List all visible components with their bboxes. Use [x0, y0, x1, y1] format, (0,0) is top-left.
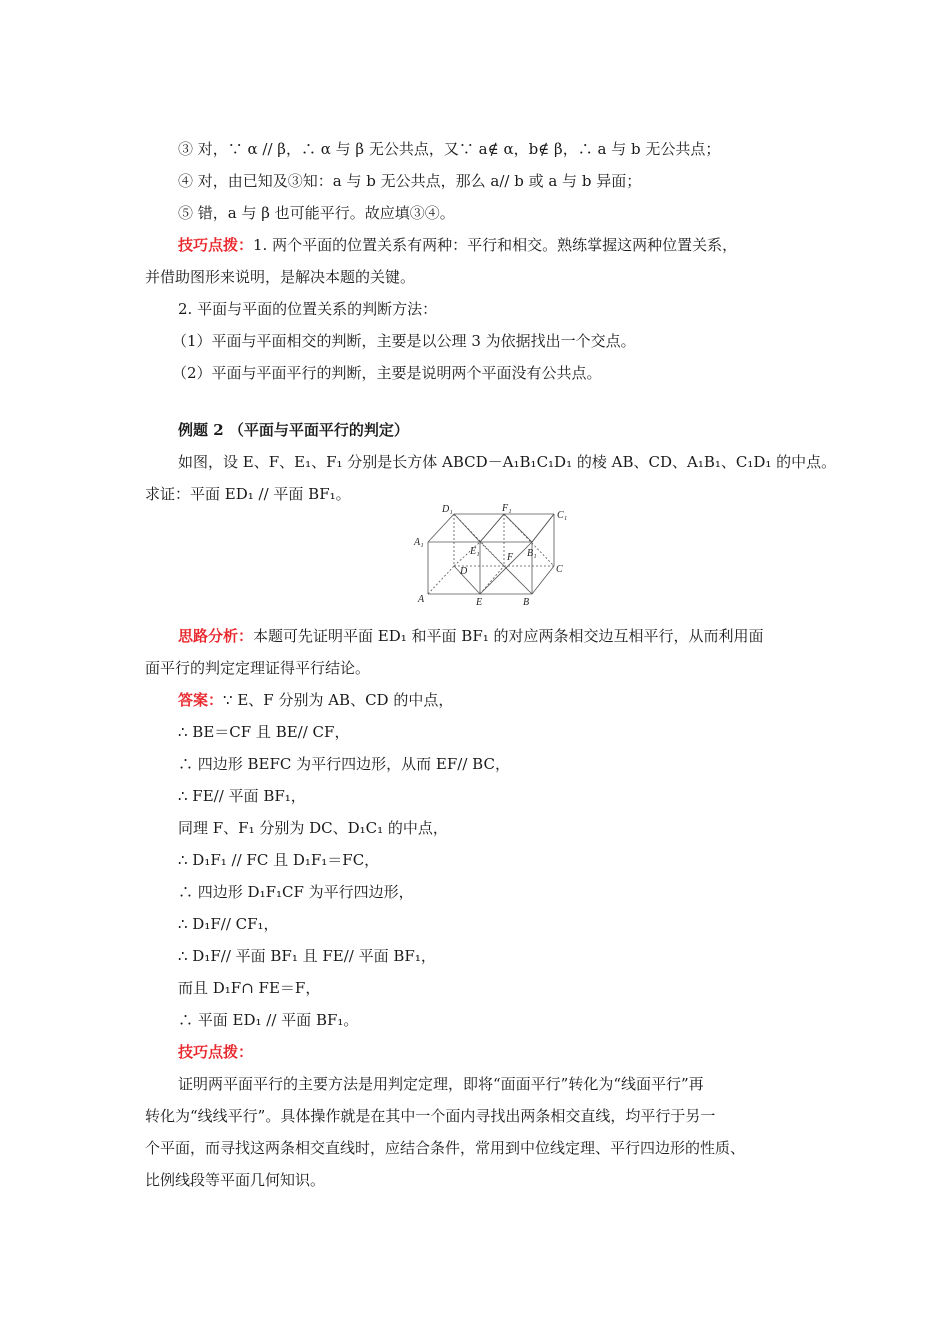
example-problem-2: 求证：平面 ED₁ // 平面 BF₁。	[145, 485, 351, 503]
answer-step: ∴ FE// 平面 BF₁，	[178, 787, 306, 805]
label-C1: C₁	[557, 510, 568, 521]
tip1-line-2: 并借助图形来说明，是解决本题的关键。	[145, 268, 416, 286]
tip2-label: 技巧点拨：	[178, 1043, 254, 1061]
label-C: C	[556, 564, 563, 575]
label-D1: D₁	[442, 504, 453, 515]
label-A: A	[418, 594, 425, 605]
analysis-text-1: 本题可先证明平面 ED₁ 和平面 BF₁ 的对应两条相交边互相平行，从而利用面	[253, 627, 764, 645]
tip1-line-1	[178, 235, 737, 255]
tip2-line: 转化为“线线平行”。具体操作就是在其中一个面内寻找出两条相交直线，均平行于另一	[145, 1107, 716, 1125]
label-F1: F₁	[502, 503, 512, 514]
label-A1: A₁	[414, 537, 424, 548]
answer-step: ∴ D₁F₁ // FC 且 D₁F₁＝FC，	[178, 851, 380, 869]
label-B: B	[523, 597, 530, 608]
analysis-line-3: ③ 对，∵ α // β，∴ α 与 β 无公共点，又∵ a∉ α，b∉ β，∴ a 与 b 无公共点；	[178, 140, 721, 158]
answer-step: ∴ D₁F// 平面 BF₁ 且 FE// 平面 BF₁，	[178, 947, 436, 965]
answer-step: ∴ D₁F// CF₁，	[178, 915, 279, 933]
analysis-line-1	[178, 626, 764, 646]
tip1-item-2: 2. 平面与平面的位置关系的判断方法：	[178, 300, 438, 318]
answer-step: ∴ 平面 ED₁ // 平面 BF₁。	[178, 1011, 359, 1029]
answer-label: 答案：	[178, 691, 224, 709]
tip2-line: 证明两平面平行的主要方法是用判定定理，即将“面面平行”转化为“线面平行”再	[178, 1075, 704, 1093]
answer-step: ∴ BE＝CF 且 BE// CF，	[178, 723, 350, 741]
example-problem-1: 如图，设 E、F、E₁、F₁ 分别是长方体 ABCD－A₁B₁C₁D₁ 的棱 AB、CD、A₁B₁、C₁D₁ 的中点。	[178, 453, 837, 471]
analysis-line-4: ④ 对，由已知及③知：a 与 b 无公共点，那么 a// b 或 a 与 b 异面；	[178, 172, 642, 190]
label-B1: B₁	[527, 548, 537, 559]
analysis-label: 思路分析：	[178, 627, 254, 645]
tip1-sub-1: （1）平面与平面相交的判断，主要是以公理 3 为依据找出一个交点。	[172, 332, 636, 350]
example-title: 例题 2 （平面与平面平行的判定）	[178, 421, 409, 439]
tip1-sub-2: （2）平面与平面平行的判断，主要是说明两个平面没有公共点。	[172, 364, 602, 382]
cuboid-figure	[410, 502, 580, 612]
answer-step: 同理 F、F₁ 分别为 DC、D₁C₁ 的中点，	[178, 819, 448, 837]
label-E1: E₁	[470, 546, 480, 557]
answer-step: 而且 D₁F∩ FE＝F，	[178, 979, 321, 997]
tip2-line: 比例线段等平面几何知识。	[145, 1171, 326, 1189]
label-F: F	[507, 552, 514, 563]
answer-step: ∴ 四边形 D₁F₁CF 为平行四边形，	[178, 883, 414, 901]
analysis-line-2: 面平行的判定定理证得平行结论。	[145, 659, 371, 677]
tip2-line: 个平面，而寻找这两条相交直线时，应结合条件，常用到中位线定理、平行四边形的性质、	[145, 1139, 746, 1157]
tip1-text-1: 1. 两个平面的位置关系有两种：平行和相交。熟练掌握这两种位置关系，	[253, 236, 738, 254]
analysis-line-5: ⑤ 错，a 与 β 也可能平行。故应填③④。	[178, 204, 455, 222]
label-E: E	[476, 597, 483, 608]
tip1-label: 技巧点拨：	[178, 236, 254, 254]
label-D: D	[460, 566, 468, 577]
answer-first: ∵ E、F 分别为 AB、CD 的中点，	[223, 691, 454, 709]
answer-line-first	[178, 690, 453, 710]
answer-step: ∴ 四边形 BEFC 为平行四边形，从而 EF// BC，	[178, 755, 510, 773]
